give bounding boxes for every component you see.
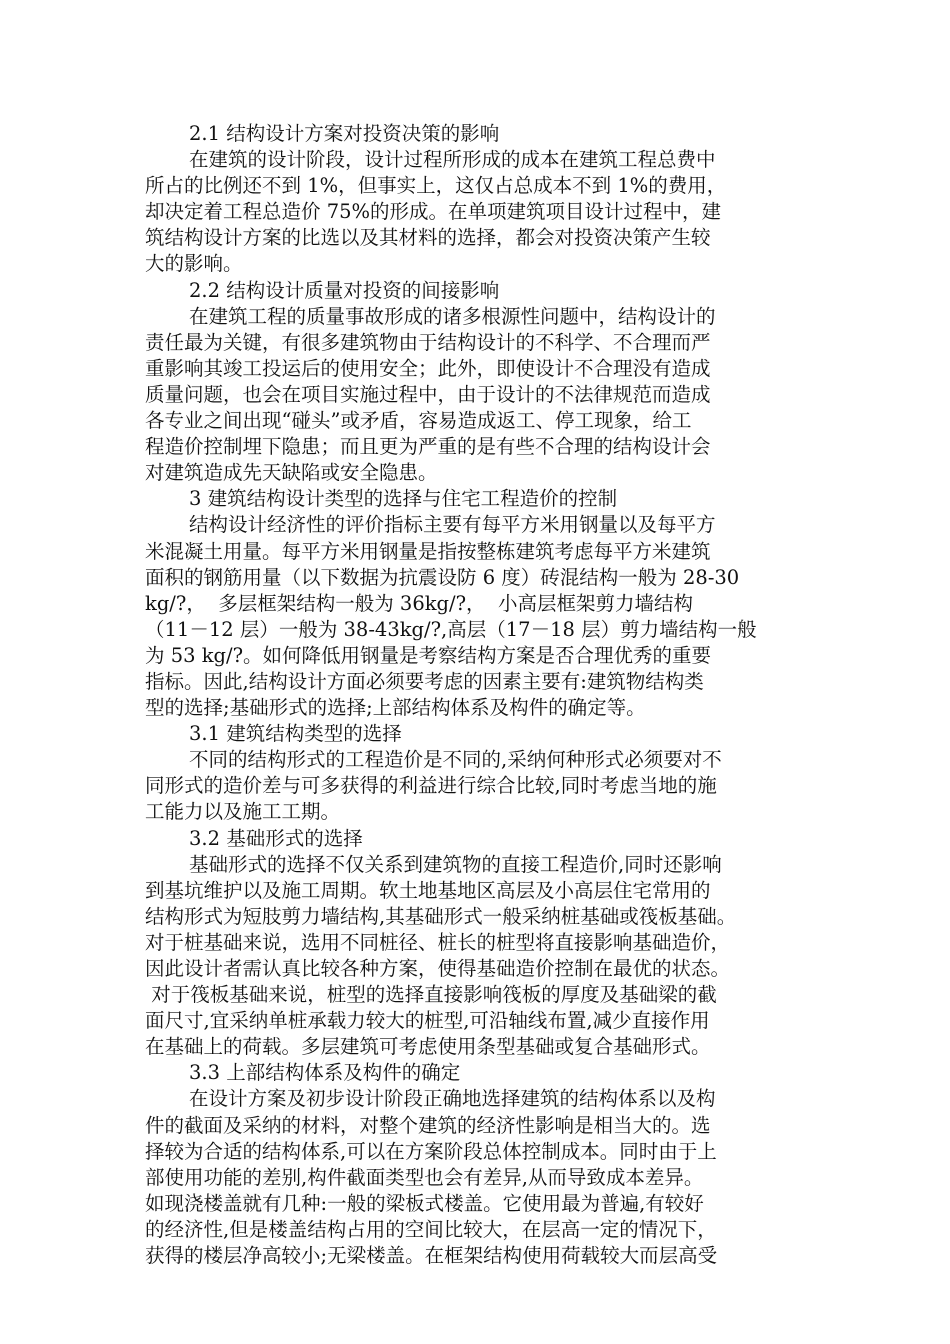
text-line: 2.2 结构设计质量对投资的间接影响	[189, 278, 500, 302]
text-line: 重影响其竣工投运后的使用安全；此外，即使设计不合理没有造成	[145, 356, 711, 380]
text-line: 大的影响。	[145, 252, 243, 276]
text-line: 因此设计者需认真比较各种方案，使得基础造价控制在最优的状态。	[145, 957, 731, 980]
text-line: 程造价控制埋下隐患；而且更为严重的是有些不合理的结构设计会	[145, 435, 711, 459]
text-line: 所占的比例还不到 1%，但事实上，这仅占总成本不到 1%的费用，	[145, 174, 727, 198]
text-line: 为 53 kg/?。如何降低用钢量是考察结构方案是否合理优秀的重要	[145, 643, 712, 667]
text-line: 结构形式为短肢剪力墙结构,其基础形式一般采纳桩基础或筏板基础。	[145, 904, 737, 928]
text-line: 基础形式的选择不仅关系到建筑物的直接工程造价,同时还影响	[189, 852, 722, 876]
text-line: 对建筑造成先天缺陷或安全隐患。	[145, 461, 438, 485]
text-line: 工能力以及施工工期。	[145, 800, 341, 824]
text-line: 指标。因此,结构设计方面必须要考虑的因素主要有:建筑物结构类	[145, 669, 704, 693]
text-line: 结构设计经济性的评价指标主要有每平方米用钢量以及每平方	[189, 513, 716, 537]
text-line: （11－12 层）一般为 38-43kg/?,高层（17－18 层）剪力墙结构一般	[145, 617, 757, 641]
text-line: kg/?， 多层框架结构一般为 36kg/?， 小高层框架剪力墙结构	[145, 591, 693, 615]
text-line: 型的选择;基础形式的选择;上部结构体系及构件的确定等。	[145, 696, 646, 720]
text-line: 3.2 基础形式的选择	[189, 826, 363, 850]
text-line: 面尺寸,宜采纳单桩承载力较大的桩型,可沿轴线布置,减少直接作用	[145, 1009, 710, 1033]
text-line: 在建筑工程的质量事故形成的诸多根源性问题中，结构设计的	[189, 304, 716, 328]
text-line: 到基坑维护以及施工周期。软土地基地区高层及小高层住宅常用的	[145, 878, 711, 902]
text-line: 部使用功能的差别,构件截面类型也会有差异,从而导致成本差异。	[145, 1165, 704, 1189]
text-line: 如现浇楼盖就有几种:一般的梁板式楼盖。它使用最为普遍,有较好	[145, 1191, 704, 1215]
text-line: 3.3 上部结构体系及构件的确定	[189, 1061, 461, 1085]
document-body	[145, 121, 810, 1269]
text-line: 面积的钢筋用量（以下数据为抗震设防 6 度）砖混结构一般为 28-30	[145, 565, 740, 589]
text-line: 在基础上的荷载。多层建筑可考虑使用条型基础或复合基础形式。	[145, 1035, 711, 1059]
text-line: 对于桩基础来说，选用不同桩径、桩长的桩型将直接影响基础造价，	[145, 930, 731, 954]
text-line: 质量问题，也会在项目实施过程中，由于设计的不法律规范而造成	[145, 382, 711, 406]
text-line: 件的截面及采纳的材料，对整个建筑的经济性影响是相当大的。选	[145, 1113, 711, 1137]
text-line: 择较为合适的结构体系,可以在方案阶段总体控制成本。同时由于上	[145, 1139, 717, 1163]
text-line: 责任最为关键，有很多建筑物由于结构设计的不科学、不合理而严	[145, 330, 711, 354]
text-line: 在建筑的设计阶段，设计过程所形成的成本在建筑工程总费中	[189, 148, 716, 172]
text-line: 的经济性,但是楼盖结构占用的空间比较大，在层高一定的情况下，	[145, 1217, 717, 1241]
text-line: 获得的楼层净高较小;无梁楼盖。在框架结构使用荷载较大而层高受	[145, 1244, 718, 1268]
text-line: 同形式的造价差与可多获得的利益进行综合比较,同时考虑当地的施	[145, 774, 717, 798]
text-line: 却决定着工程总造价 75%的形成。在单项建筑项目设计过程中，建	[145, 200, 722, 224]
text-line: 3 建筑结构设计类型的选择与住宅工程造价的控制	[189, 487, 618, 511]
text-line: 对于筏板基础来说，桩型的选择直接影响筏板的厚度及基础梁的截	[145, 983, 717, 1007]
text-line: 筑结构设计方案的比选以及其材料的选择，都会对投资决策产生较	[145, 226, 711, 250]
text-line: 不同的结构形式的工程造价是不同的,采纳何种形式必须要对不	[189, 748, 722, 772]
text-line: 3.1 建筑结构类型的选择	[189, 722, 402, 746]
text-line: 各专业之间出现“碰头”或矛盾，容易造成返工、停工现象，给工	[145, 409, 692, 433]
text-line: 2.1 结构设计方案对投资决策的影响	[189, 122, 500, 145]
text-line: 米混凝土用量。每平方米用钢量是指按整栋建筑考虑每平方米建筑	[145, 539, 711, 563]
text-line: 在设计方案及初步设计阶段正确地选择建筑的结构体系以及构	[189, 1087, 716, 1111]
